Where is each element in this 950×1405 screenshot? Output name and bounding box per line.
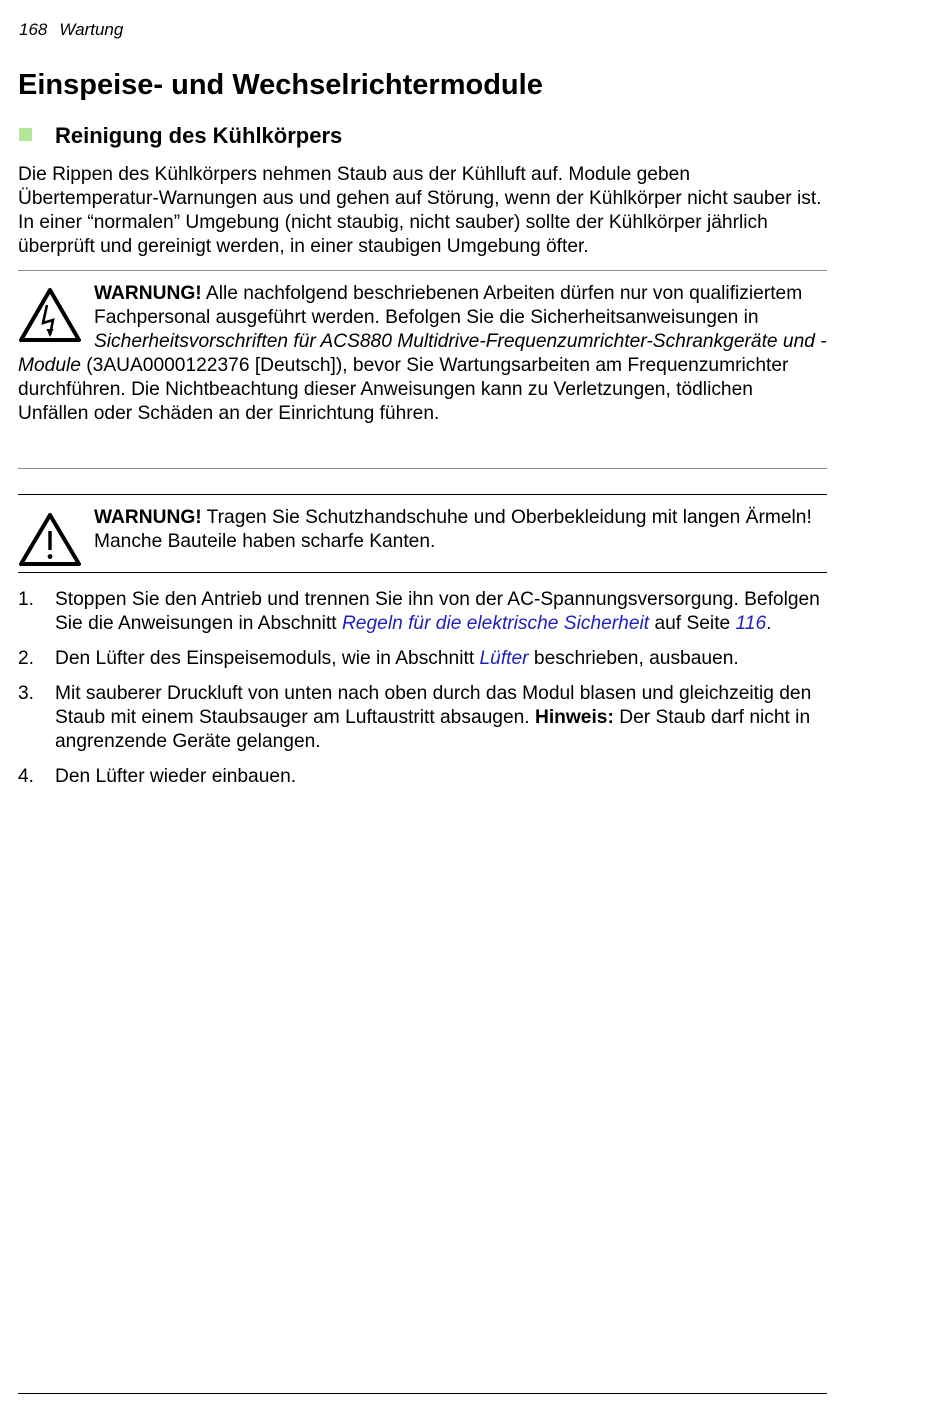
step-text: auf Seite (649, 613, 736, 634)
warning-label: WARNUNG! (94, 507, 202, 528)
section-title: Reinigung des Kühlkörpers (55, 123, 343, 148)
intro-paragraph: Die Rippen des Kühlkörpers nehmen Staub aus der Kühlluft auf. Module geben Übertemperatur-Warnungen aus und gehen auf Störung, wenn der Kühlkörper nicht sauber ist. In einer “normalen” Umgebung (nicht staubig, nicht sauber) sollte der Kühlkörper jährlich überprüft und gereinigt werden, in einer staubigen Umgebung öfter. (18, 164, 822, 257)
general-warning-icon (18, 511, 82, 567)
warning-sharp-edges (18, 506, 828, 571)
step-number: 3. (18, 683, 35, 704)
referenced-document-title: Sicherheitsvorschriften für ACS880 Multidrive-Frequenzumrichter-Schrankgeräte und -Module (18, 331, 827, 376)
step-text: beschrieben, ausbauen. (528, 648, 739, 669)
step-text: . (766, 613, 772, 634)
step-number: 1. (18, 589, 35, 610)
step-text: Den Lüfter des Einspeisemoduls, wie in Abschnitt (55, 648, 480, 669)
electrical-hazard-icon (18, 287, 82, 343)
chapter-title: Einspeise- und Wechselrichtermodule (18, 69, 543, 101)
section-link-fan[interactable]: Lüfter (479, 648, 529, 669)
section-heading (19, 121, 342, 151)
divider (18, 494, 827, 495)
divider (18, 270, 827, 271)
step-text: Der Staub darf nicht in angrenzende Geräte gelangen. (55, 707, 811, 752)
note-label: Hinweis: (534, 707, 614, 728)
section-link-electrical-safety[interactable]: Regeln für die elektrische Sicherheit (341, 613, 650, 634)
list-item (18, 647, 828, 671)
procedure-steps (18, 588, 828, 800)
warning-text: Tragen Sie Schutzhandschuhe und Oberbekleidung mit langen Ärmeln! Manche Bauteile haben scharfe Kanten. (94, 507, 812, 552)
step-number: 2. (18, 648, 35, 669)
divider (18, 572, 827, 573)
warning-electrical (18, 282, 828, 426)
step-text: Mit sauberer Druckluft von unten nach oben durch das Modul blasen und gleichzeitig den Staub mit einem Staubsauger am Luftaustritt absaugen. (55, 683, 812, 728)
warning-text: Alle nachfolgend beschriebenen Arbeiten dürfen nur von qualifiziertem Fachpersonal ausgeführt werden. Befolgen Sie die Sicherheitsanweisungen in (94, 283, 803, 328)
page-link[interactable]: 116 (735, 613, 767, 634)
step-number: 4. (18, 766, 35, 787)
list-item (18, 765, 828, 789)
square-bullet-icon (19, 128, 32, 141)
warning-text-continued: (3AUA0000122376 [Deutsch]), bevor Sie Wartungsarbeiten am Frequenzumrichter durchführen. Die Nichtbeachtung dieser Anweisungen kann zu Verletzungen, tödlichen Unfällen oder Schäden an der Einrichtung führen. (18, 355, 789, 424)
step-text: Den Lüfter wieder einbauen. (55, 766, 297, 787)
divider (18, 468, 827, 469)
list-item (18, 588, 828, 636)
list-item (18, 682, 828, 754)
footer-divider (18, 1393, 827, 1394)
step-text: Stoppen Sie den Antrieb und trennen Sie ihn von der AC-Spannungsversorgung. Befolgen Sie die Anweisungen in Abschnitt (55, 589, 820, 634)
running-chapter-title: Wartung (59, 20, 124, 39)
warning-label: WARNUNG! (94, 283, 202, 304)
page-number: 168 (19, 20, 48, 39)
page-header (19, 19, 123, 41)
